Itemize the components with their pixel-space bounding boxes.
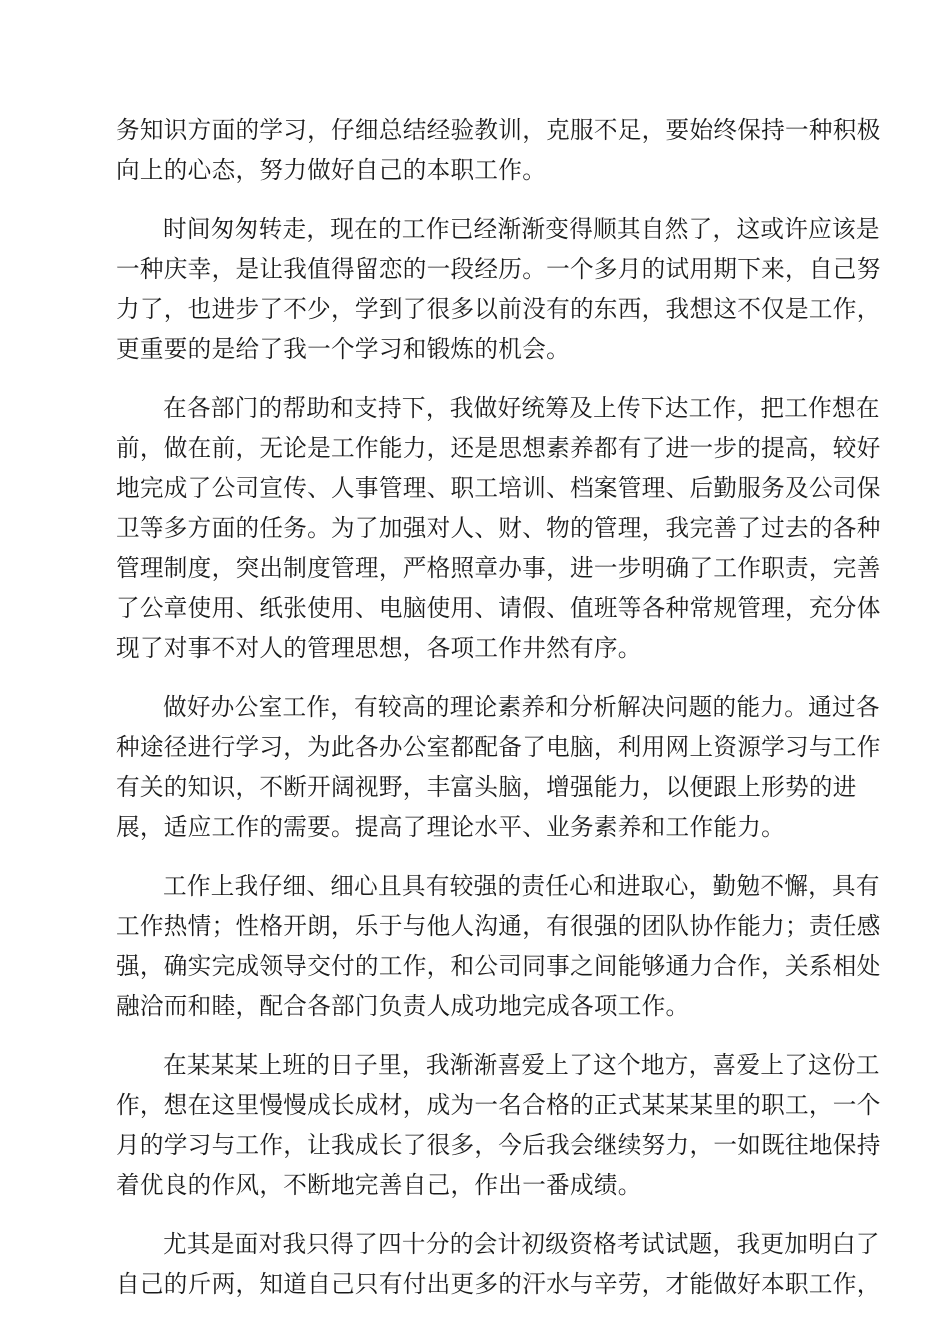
paragraph-3 xyxy=(116,388,881,668)
text-line: 做好办公室工作，有较高的理论素养和分析解决问题的能力。通过各 xyxy=(163,693,880,721)
text-line: 管理制度，突出制度管理，严格照章办事，进一步明确了工作职责，完善 xyxy=(116,554,881,582)
text-line: 在各部门的帮助和支持下，我做好统筹及上传下达工作，把工作想在 xyxy=(163,394,880,422)
text-line: 融洽而和睦，配合各部门负责人成功地完成各项工作。 xyxy=(116,992,690,1020)
paragraph-7 xyxy=(116,1224,881,1304)
document-body xyxy=(116,110,881,1323)
text-line: 更重要的是给了我一个学习和锻炼的机会。 xyxy=(116,335,570,363)
text-line: 力了，也进步了不少，学到了很多以前没有的东西，我想这不仅是工作， xyxy=(116,295,881,323)
text-line: 着优良的作风，不断地完善自己，作出一番成绩。 xyxy=(116,1171,642,1199)
text-line: 尤其是面对我只得了四十分的会计初级资格考试试题，我更加明白了 xyxy=(163,1230,880,1258)
paragraph-2 xyxy=(116,209,881,369)
text-line: 月的学习与工作，让我成长了很多，今后我会继续努力，一如既往地保持 xyxy=(116,1131,881,1159)
text-line: 在某某某上班的日子里，我渐渐喜爱上了这个地方，喜爱上了这份工 xyxy=(163,1051,880,1079)
text-line: 强，确实完成领导交付的工作，和公司同事之间能够通力合作，关系相处 xyxy=(116,952,881,980)
text-line: 展，适应工作的需要。提高了理论水平、业务素养和工作能力。 xyxy=(116,813,786,841)
paragraph-5 xyxy=(116,866,881,1026)
text-line: 前，做在前，无论是工作能力，还是思想素养都有了进一步的提高，较好 xyxy=(116,434,881,462)
text-line: 了公章使用、纸张使用、电脑使用、请假、值班等各种常规管理，充分体 xyxy=(116,594,881,622)
text-line: 务知识方面的学习，仔细总结经验教训，克服不足，要始终保持一种积极 xyxy=(116,116,881,144)
paragraph-6 xyxy=(116,1045,881,1205)
text-line: 有关的知识，不断开阔视野，丰富头脑，增强能力，以便跟上形势的进 xyxy=(116,773,857,801)
paragraph-4 xyxy=(116,687,881,847)
text-line: 向上的心态，努力做好自己的本职工作。 xyxy=(116,156,547,184)
text-line: 作，想在这里慢慢成长成材，成为一名合格的正式某某某里的职工，一个 xyxy=(116,1091,881,1119)
text-line: 种途径进行学习，为此各办公室都配备了电脑，利用网上资源学习与工作 xyxy=(116,733,881,761)
text-line: 卫等多方面的任务。为了加强对人、财、物的管理，我完善了过去的各种 xyxy=(116,514,881,542)
text-line: 一种庆幸，是让我值得留恋的一段经历。一个多月的试用期下来，自己努 xyxy=(116,255,881,283)
text-line: 工作上我仔细、细心且具有较强的责任心和进取心，勤勉不懈，具有 xyxy=(163,872,880,900)
text-line: 现了对事不对人的管理思想，各项工作井然有序。 xyxy=(116,634,642,662)
text-line: 自己的斤两，知道自己只有付出更多的汗水与辛劳，才能做好本职工作， xyxy=(116,1270,881,1298)
paragraph-1 xyxy=(116,110,881,190)
text-line: 时间匆匆转走，现在的工作已经渐渐变得顺其自然了，这或许应该是 xyxy=(163,215,880,243)
text-line: 地完成了公司宣传、人事管理、职工培训、档案管理、后勤服务及公司保 xyxy=(116,474,881,502)
text-line: 工作热情；性格开朗，乐于与他人沟通，有很强的团队协作能力；责任感 xyxy=(116,912,881,940)
